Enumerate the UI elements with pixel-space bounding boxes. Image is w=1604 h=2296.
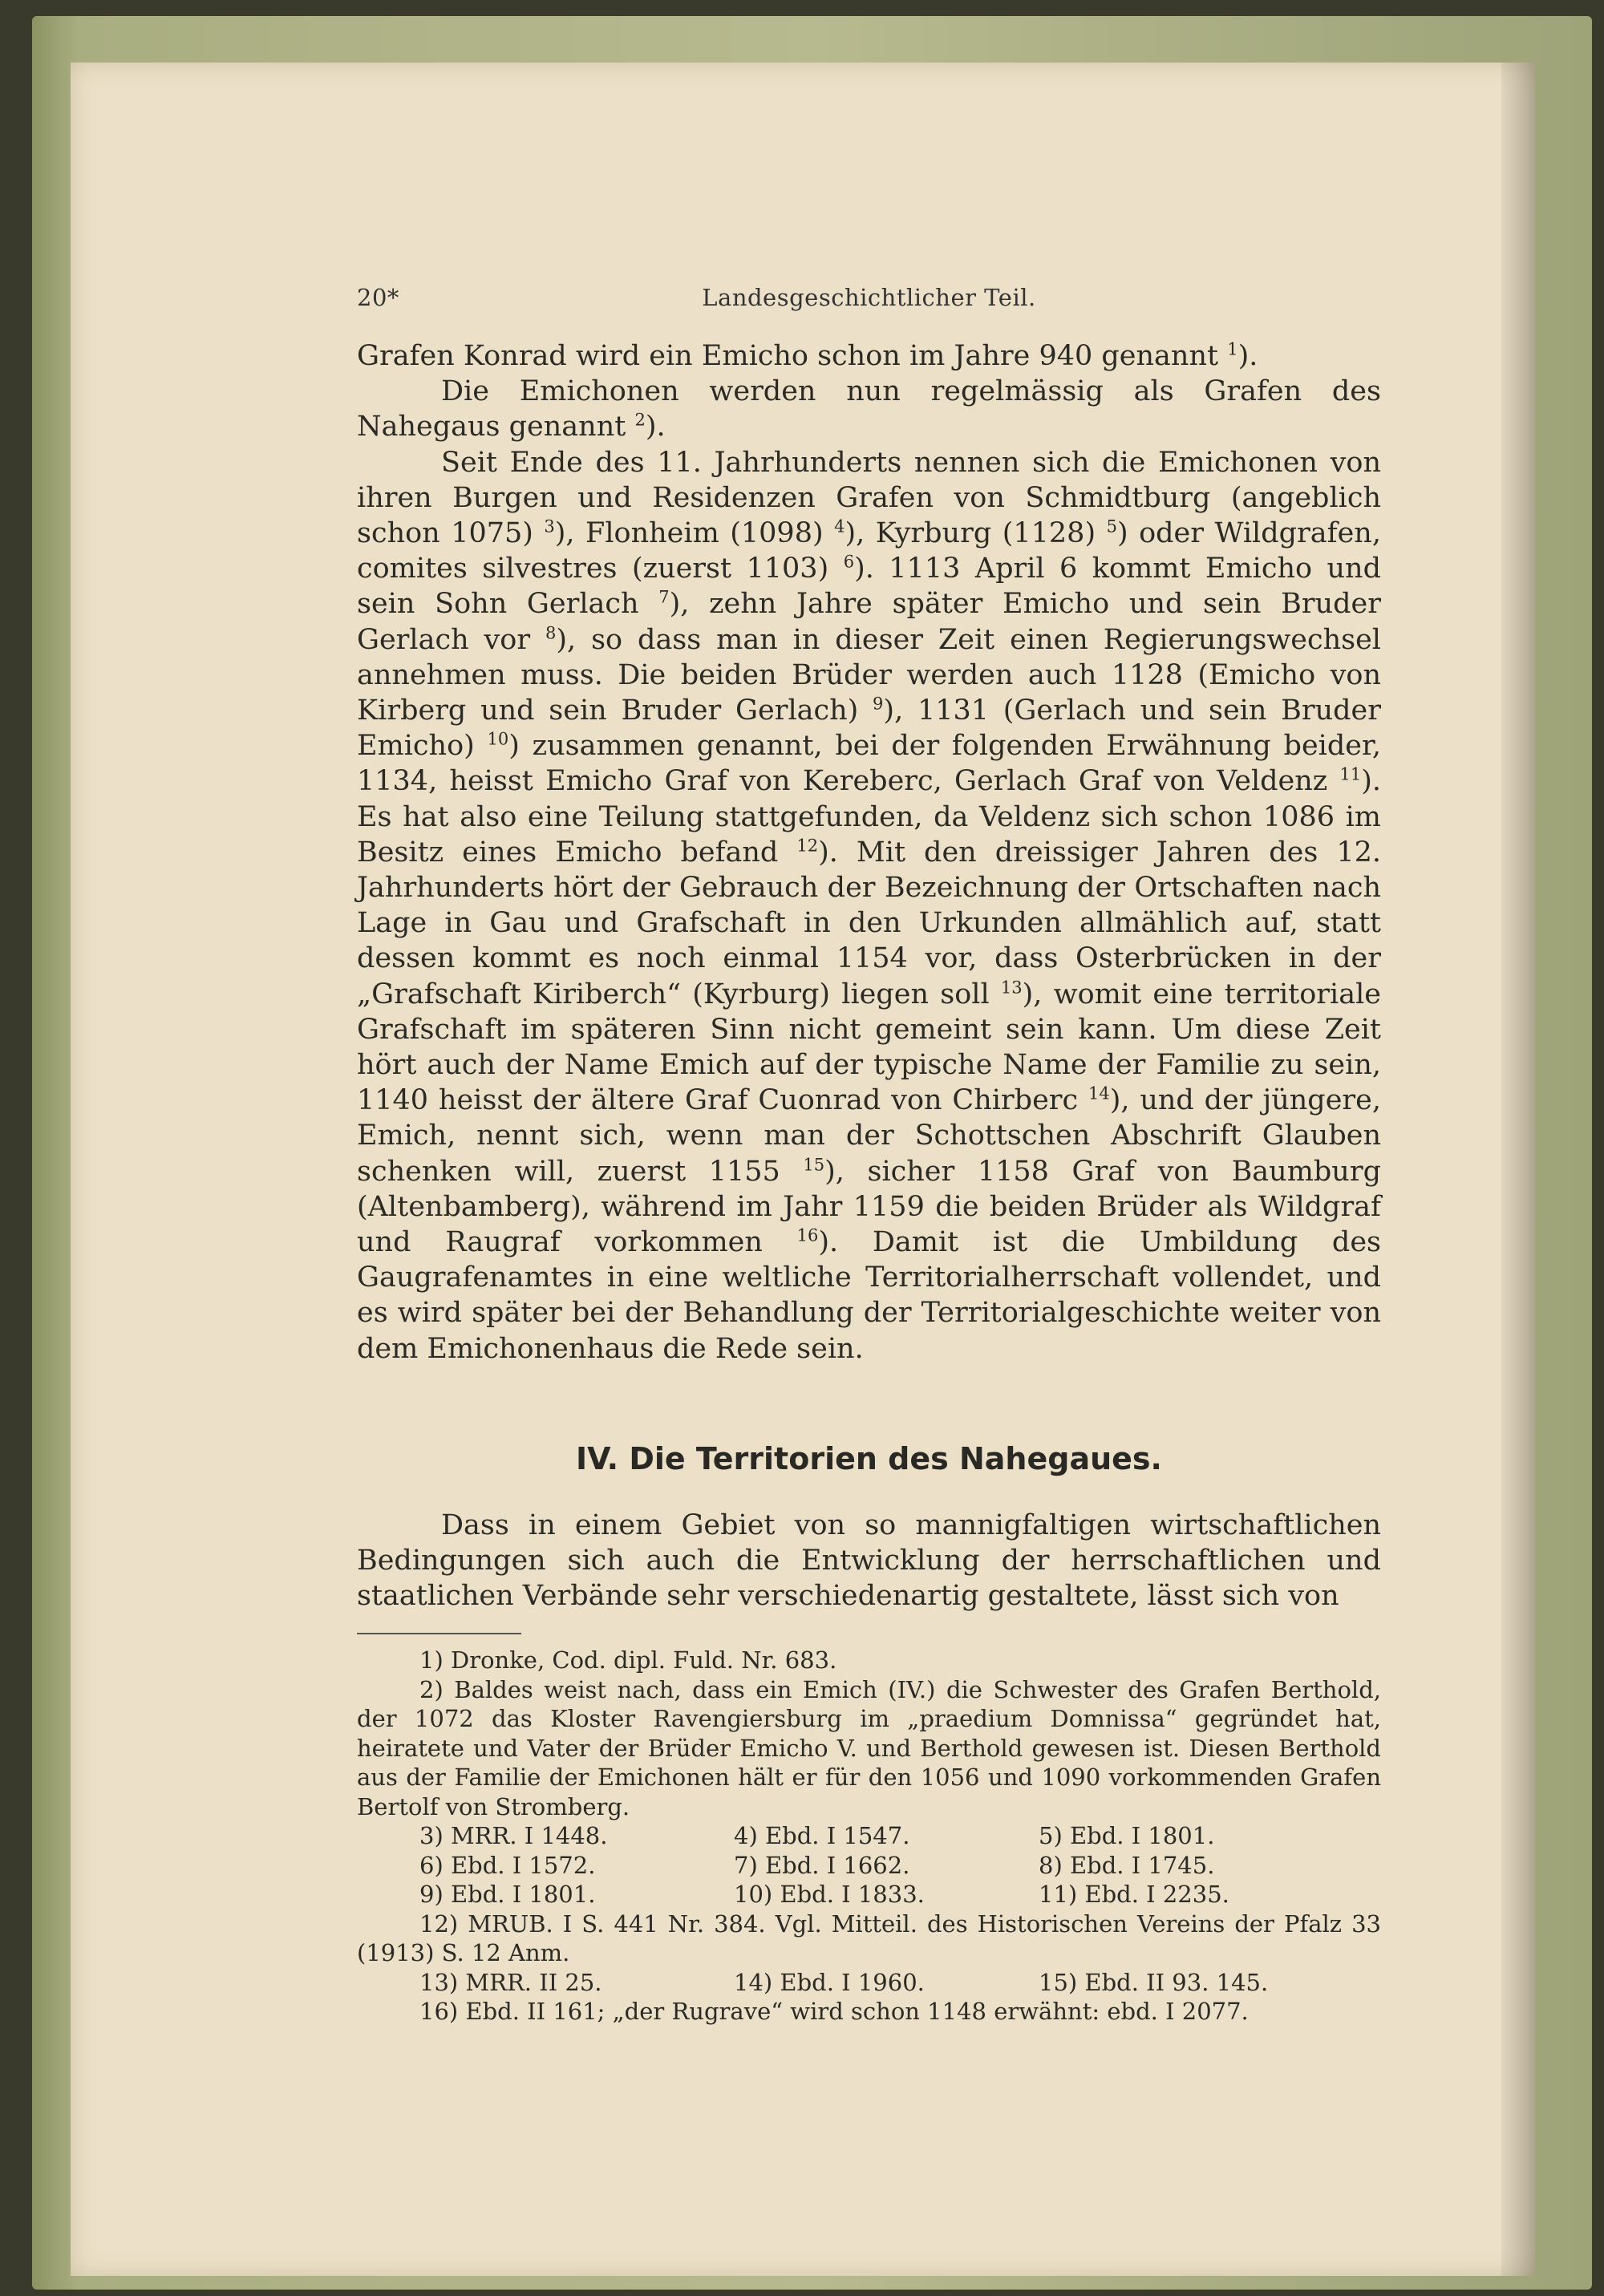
text-run: ) oder Wildgrafen, comites silvestres (zuerst 1103) (357, 517, 1381, 585)
footnote-ref: 3 (544, 516, 555, 537)
text-run: ). (645, 411, 666, 443)
footnote-ref: 11 (1339, 764, 1362, 784)
footnote-13: 13) MRR. II 25. (419, 1968, 602, 1996)
footnote-11: 11) Ebd. I 2235. (1039, 1881, 1229, 1908)
text-run: ), Flonheim (1098) (554, 517, 835, 550)
footnote-12: 12) MRUB. I S. 441 Nr. 384. Vgl. Mitteil. des Historischen Vereins der Pfalz 33 (1913) S. 12 Anm. (357, 1909, 1381, 1966)
page-edge-shadow (1501, 63, 1535, 2276)
footnote-ref: 6 (843, 552, 855, 572)
footnote-5: 5) Ebd. I 1801. (1039, 1822, 1215, 1849)
footnote-3: 3) MRR. I 1448. (419, 1822, 608, 1849)
text-run: ). Damit ist die Umbildung des Gaugrafenamtes in eine weltliche Territorialherrschaft vollendet, und es wird später bei der Behandlung der Territorialgeschichte weiter von dem Emichonenhaus die Rede sein. (357, 1226, 1381, 1365)
footnote-row (357, 1821, 1381, 1851)
text-run: ), und der jüngere, Emich, nennt sich, wenn man der Schottschen Abschrift Glauben schenken will, zuerst 1155 (357, 1084, 1381, 1188)
footnote-7: 7) Ebd. I 1662. (734, 1851, 910, 1879)
footnote-ref: 12 (796, 836, 819, 856)
section-heading: IV. Die Territorien des Nahegaues. (576, 1441, 1162, 1476)
text-run: ) zusammen genannt, bei der folgenden Erwähnung beider, 1134, heisst Emicho Graf von Kereberc, Gerlach Graf von Veldenz (357, 730, 1381, 798)
text-run: ). (1237, 340, 1258, 372)
footnote-1: 1) Dronke, Cod. dipl. Fuld. Nr. 683. (419, 1646, 837, 1674)
text-run: ), sicher 1158 Graf von Baumburg (Altenbamberg), während im Jahr 1159 die beiden Brüder als Wildgraf und Raugraf vorkommen (357, 1155, 1381, 1259)
text-run: Seit Ende des 11. Jahrhunderts nennen sich die Emichonen von ihren Burgen und Residenzen Grafen von Schmidtburg (angeblich schon 1075) (357, 446, 1381, 550)
text-run: ). 1113 April 6 kommt Emicho und sein Sohn Gerlach (357, 553, 1382, 621)
footnote-ref: 13 (1000, 978, 1023, 997)
text-run: ), womit eine territoriale Grafschaft im späteren Sinn nicht gemeint sein kann. Um diese Zeit hört auch der Name Emich auf der typische Name der Familie zu sein, 1140 heisst der ältere Graf Cuonrad von Chirberc (357, 978, 1381, 1117)
footnote-16: 16) Ebd. II 161; „der Rugrave“ wird schon 1148 erwähnt: ebd. I 2077. (419, 1998, 1249, 2025)
main-text (357, 338, 1381, 1367)
section-paragraph: Dass in einem Gebiet von so mannigfaltigen wirtschaftlichen Bedingungen sich auch die Entwicklung der herrschaftlichen und staatlichen Verbände sehr verschiedenartig gestaltete, lässt sich von (357, 1509, 1381, 1613)
text-run: ). Es hat also eine Teilung stattgefunden, da Veldenz sich schon 1086 im Besitz eines Emicho befand (357, 765, 1381, 869)
footnote-14: 14) Ebd. I 1960. (734, 1968, 925, 1996)
page-number: 20* (357, 284, 399, 311)
footnote-divider (357, 1633, 521, 1634)
footnote-ref: 10 (487, 729, 509, 749)
paragraph-1 (357, 338, 1381, 374)
text-run: ), so dass man in dieser Zeit einen Regierungswechsel annehmen muss. Die beiden Brüder werden auch 1128 (Emicho von Kirberg und sein Bruder Gerlach) (357, 623, 1381, 727)
footnote-ref: 9 (873, 694, 884, 714)
footnote-ref: 7 (658, 587, 670, 607)
footnote-ref: 16 (796, 1225, 819, 1245)
footnote-15: 15) Ebd. II 93. 145. (1039, 1968, 1269, 1996)
footnote-9: 9) Ebd. I 1801. (419, 1881, 596, 1908)
footnote-ref: 2 (634, 410, 646, 430)
section-text (357, 1508, 1381, 1614)
running-title: Landesgeschichtlicher Teil. (702, 284, 1036, 311)
footnote-10: 10) Ebd. I 1833. (734, 1881, 925, 1908)
footnote-ref: 8 (545, 622, 557, 642)
footnote-ref: 1 (1227, 339, 1238, 359)
footnote-2: 2) Baldes weist nach, dass ein Emich (IV.) die Schwester des Grafen Berthold, der 1072 das Kloster Ravengiersburg im „praedium Domnissa“ gegründet hat, heiratete und Vater der Brüder Emicho V. und Berthold gewesen ist. Diesen Berthold aus der Familie der Emichonen hält er für den 1056 und 1090 vorkommenden Grafen Bertolf von Stromberg. (357, 1675, 1381, 1820)
footnote-row (357, 1968, 1381, 1998)
running-header (357, 284, 1381, 316)
paragraph-2 (357, 374, 1381, 444)
footnote-6: 6) Ebd. I 1572. (419, 1851, 596, 1879)
footnote-ref: 5 (1106, 516, 1117, 537)
text-run: ), 1131 (Gerlach und sein Bruder Emicho) (357, 694, 1381, 763)
footnotes (357, 1646, 1381, 2027)
text-run: ), zehn Jahre später Emicho und sein Bruder Gerlach vor (357, 588, 1381, 656)
text-run: ), Kyrburg (1128) (845, 517, 1107, 550)
text-run: Grafen Konrad wird ein Emicho schon im Jahre 940 genannt (357, 340, 1228, 372)
text-run: ). Mit den dreissiger Jahren des 12. Jahrhunderts hört der Gebrauch der Bezeichnung der Ortschaften nach Lage in Gau und Grafschaft in den Urkunden allmählich auf, statt dessen kommt es noch einmal 1154 vor, dass Osterbrücken in der „Grafschaft Kiriberch“ (Kyrburg) liegen soll (357, 836, 1381, 1010)
paragraph-3 (357, 445, 1381, 1367)
footnote-8: 8) Ebd. I 1745. (1039, 1851, 1215, 1879)
footnote-row (357, 1851, 1381, 1881)
footnote-row (357, 1880, 1381, 1909)
footnote-ref: 14 (1088, 1083, 1110, 1103)
footnote-ref: 4 (834, 516, 845, 537)
footnote-ref: 15 (803, 1155, 825, 1175)
text-run: Die Emichonen werden nun regelmässig als Grafen des Nahegaus genannt (357, 375, 1381, 443)
footnote-4: 4) Ebd. I 1547. (734, 1822, 910, 1849)
